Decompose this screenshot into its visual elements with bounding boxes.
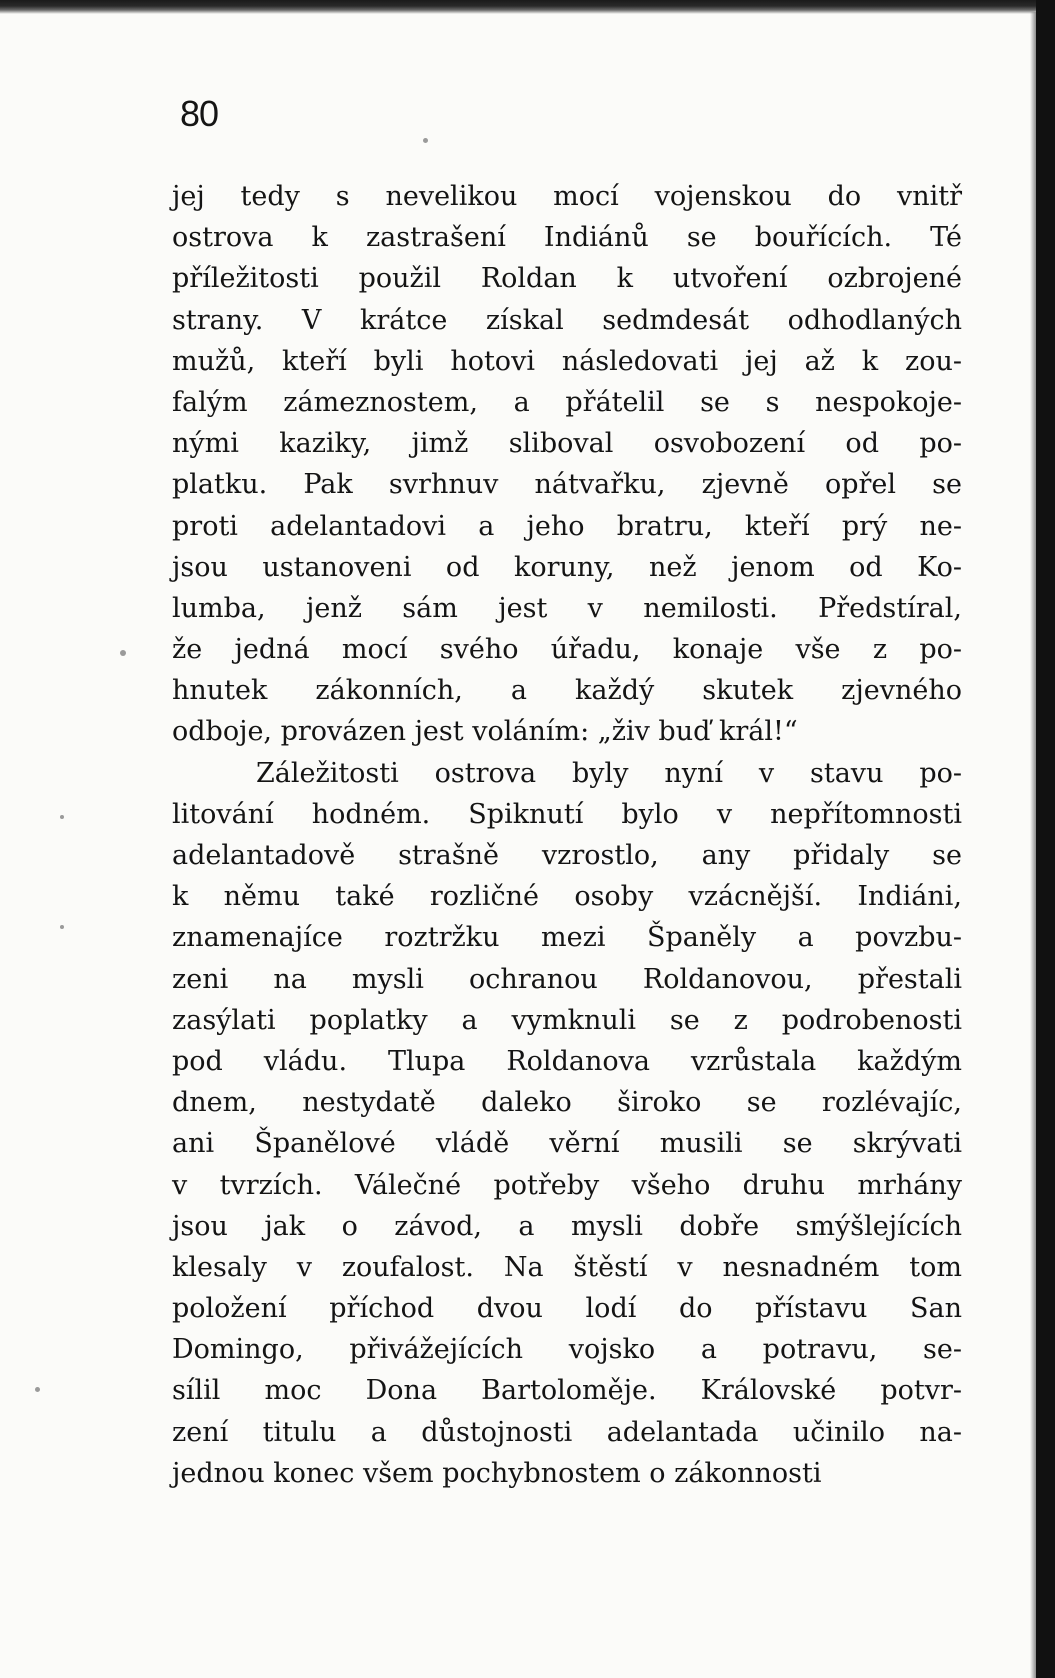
page-number: 80 — [180, 93, 219, 134]
text-line: odboje, provázen jest voláním: „živ buď král!“ — [172, 716, 798, 748]
text-line: znamenajíce roztržku mezi Španěly a povzbu- — [172, 922, 962, 954]
text-line: položení příchod dvou lodí do přístavu San — [172, 1293, 962, 1325]
text-line: nými kaziky, jimž sliboval osvobození od po- — [172, 428, 962, 460]
text-line: ostrova k zastrašení Indiánů se bouřících. Té — [172, 222, 962, 254]
text-line: jsou ustanoveni od koruny, než jenom od Ko- — [172, 551, 962, 583]
text-line: mužů, kteří byli hotovi následovati jej až k zou- — [172, 345, 962, 377]
text-line: proti adelantadovi a jeho bratru, kteří prý ne- — [172, 510, 962, 542]
text-line: lumba, jenž sám jest v nemilosti. Předstíral, — [172, 592, 962, 624]
text-line: zeni na mysli ochranou Roldanovou, přestali — [172, 963, 962, 995]
text-line: platku. Pak svrhnuv nátvařku, zjevně opřel se — [172, 469, 962, 501]
text-line: že jedná mocí svého úřadu, konaje vše z po- — [172, 634, 962, 666]
scan-speck — [60, 925, 64, 929]
text-line: v tvrzích. Válečné potřeby všeho druhu mrhány — [172, 1169, 962, 1201]
text-line: Domingo, přivážejících vojsko a potravu, se- — [172, 1334, 962, 1366]
scan-speck — [60, 815, 64, 819]
body-text — [172, 176, 962, 1494]
text-line: zení titulu a důstojnosti adelantada učinilo na- — [172, 1416, 962, 1448]
text-line: jej tedy s nevelikou mocí vojenskou do vnitř — [172, 181, 962, 212]
text-line: k němu také rozličné osoby vzácnější. Indiáni, — [172, 881, 962, 913]
text-line: dnem, nestydatě daleko široko se rozlévajíc, — [172, 1087, 962, 1119]
text-line: hnutek zákonních, a každý skutek zjevného — [172, 675, 962, 707]
scan-top-border — [0, 0, 1055, 14]
text-line: ani Španělové vládě věrní musili se skrývati — [172, 1128, 962, 1160]
text-line: strany. V krátce získal sedmdesát odhodlaných — [172, 304, 962, 336]
text-line: litování hodném. Spiknutí bylo v nepřítomnosti — [172, 798, 962, 830]
text-line-indented: Záležitosti ostrova byly nyní v stavu po- — [256, 757, 962, 789]
text-line: falým zámeznostem, a přátelil se s nespokoje- — [172, 386, 962, 418]
scan-speck — [423, 138, 428, 143]
scan-right-border — [1036, 0, 1055, 1678]
text-line: pod vládu. Tlupa Roldanova vzrůstala každým — [172, 1045, 962, 1077]
text-line: jednou konec všem pochybnostem o zákonnosti — [172, 1457, 822, 1489]
text-line: jsou jak o závod, a mysli dobře smýšlejících — [172, 1210, 962, 1242]
text-line: sílil moc Dona Bartoloměje. Královské potvr- — [172, 1375, 962, 1407]
text-line: zasýlati poplatky a vymknuli se z podrobenosti — [172, 1004, 962, 1036]
text-line: příležitosti použil Roldan k utvoření ozbrojené — [172, 263, 962, 295]
text-line: adelantadově strašně vzrostlo, any přidaly se — [172, 840, 962, 871]
text-line: klesaly v zoufalost. Na štěstí v nesnadném tom — [172, 1251, 962, 1283]
scan-speck — [120, 650, 126, 656]
scan-speck — [35, 1387, 40, 1392]
